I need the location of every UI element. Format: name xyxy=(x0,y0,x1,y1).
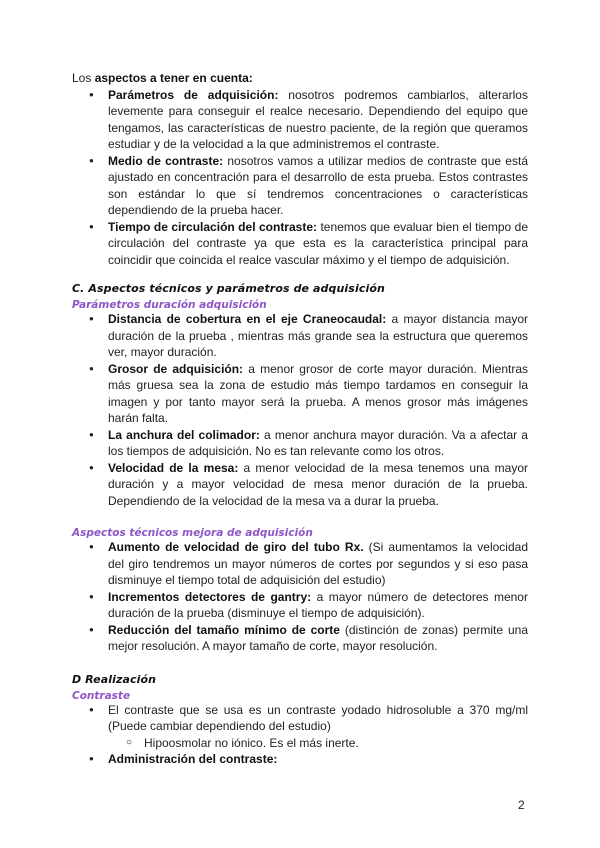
duracion-list xyxy=(72,311,528,509)
list-item: ● Velocidad de la mesa: a menor velocidad de la mesa tenemos una mayor duración y a mayor velocidad de mesa menor duración de la prueba. Dependiendo de la velocidad de la mesa va a durar la prueba. xyxy=(108,460,528,510)
list-item: ● Reducción del tamaño mínimo de corte (distinción de zonas) permite una mejor resolución. A mayor tamaño de corte, mayor resolución. xyxy=(108,622,528,655)
list-item: ● Parámetros de adquisición: nosotros podremos cambiarlos, alterarlos levemente para conseguir el realce necesario. Dependiendo del equipo que tengamos, las características de nuestro paciente, de la región que queramos estudiar y de la velocidad a la que administremos el contraste. xyxy=(108,87,528,153)
sublist xyxy=(108,735,528,752)
list-item: ● Administración del contraste: xyxy=(108,751,528,768)
list-item: ● Incrementos detectores de gantry: a mayor número de detectores menor duración de la prueba (disminuye el tiempo de adquisición). xyxy=(108,589,528,622)
realizacion-list xyxy=(72,702,528,768)
list-item: ● Grosor de adquisición: a menor grosor de corte mayor duración. Mientras más gruesa sea la zona de estudio más tiempo tardamos en conseguir la imagen y por tanto mayor será la prueba. A menos grosor más imágenes harán falta. xyxy=(108,361,528,427)
intro-prefix: Los xyxy=(72,71,95,85)
section-d-heading: D Realización xyxy=(72,672,157,686)
section-c-sub2: Aspectos técnicos mejora de adquisición xyxy=(72,527,313,539)
document-body xyxy=(72,70,528,768)
list-item: ● El contraste que se usa es un contraste yodado hidrosoluble a 370 mg/ml (Puede cambiar dependiendo del estudio) ○ Hipoosmolar no iónico. Es el más inerte. xyxy=(108,702,528,752)
list-item: ● La anchura del colimador: a menor anchura mayor duración. Va a afectar a los tiempos de adquisición. No es tan relevante como los otros. xyxy=(108,427,528,460)
list-item: ● Aumento de velocidad de giro del tubo Rx. (Si aumentamos la velocidad del giro tendremos un mayor números de cortes por segundos y si eso pasa disminuye el tiempo total de adquisición del estudio) xyxy=(108,539,528,589)
list-item: ● Medio de contraste: nosotros vamos a utilizar medios de contraste que está ajustado en concentración para el desarrollo de esta prueba. Estos contrastes son estándar lo que sí tendremos concentraciones o características dependiendo de la prueba hacer. xyxy=(108,153,528,219)
sublist-item: ○ Hipoosmolar no iónico. Es el más inerte. xyxy=(144,735,528,752)
page-number: 2 xyxy=(518,798,525,812)
intro-line xyxy=(72,70,528,87)
list-item: ● Tiempo de circulación del contraste: tenemos que evaluar bien el tiempo de circulación del contraste ya que esta es la característica principal para coincidir que coincida el realce vascular máximo y el tiempo de adquisición. xyxy=(108,219,528,269)
aspectos-list xyxy=(72,87,528,269)
list-item: ● Distancia de cobertura en el eje Craneocaudal: a mayor distancia mayor duración de la prueba , mientras más grande sea la estructura que queremos ver, mayor duración. xyxy=(108,311,528,361)
section-c-heading: C. Aspectos técnicos y parámetros de adquisición xyxy=(72,282,385,295)
section-c-sub1: Parámetros duración adquisición xyxy=(72,299,267,311)
intro-bold: aspectos a tener en cuenta: xyxy=(94,71,253,85)
mejora-list xyxy=(72,539,528,655)
section-d-sub: Contraste xyxy=(72,689,131,702)
